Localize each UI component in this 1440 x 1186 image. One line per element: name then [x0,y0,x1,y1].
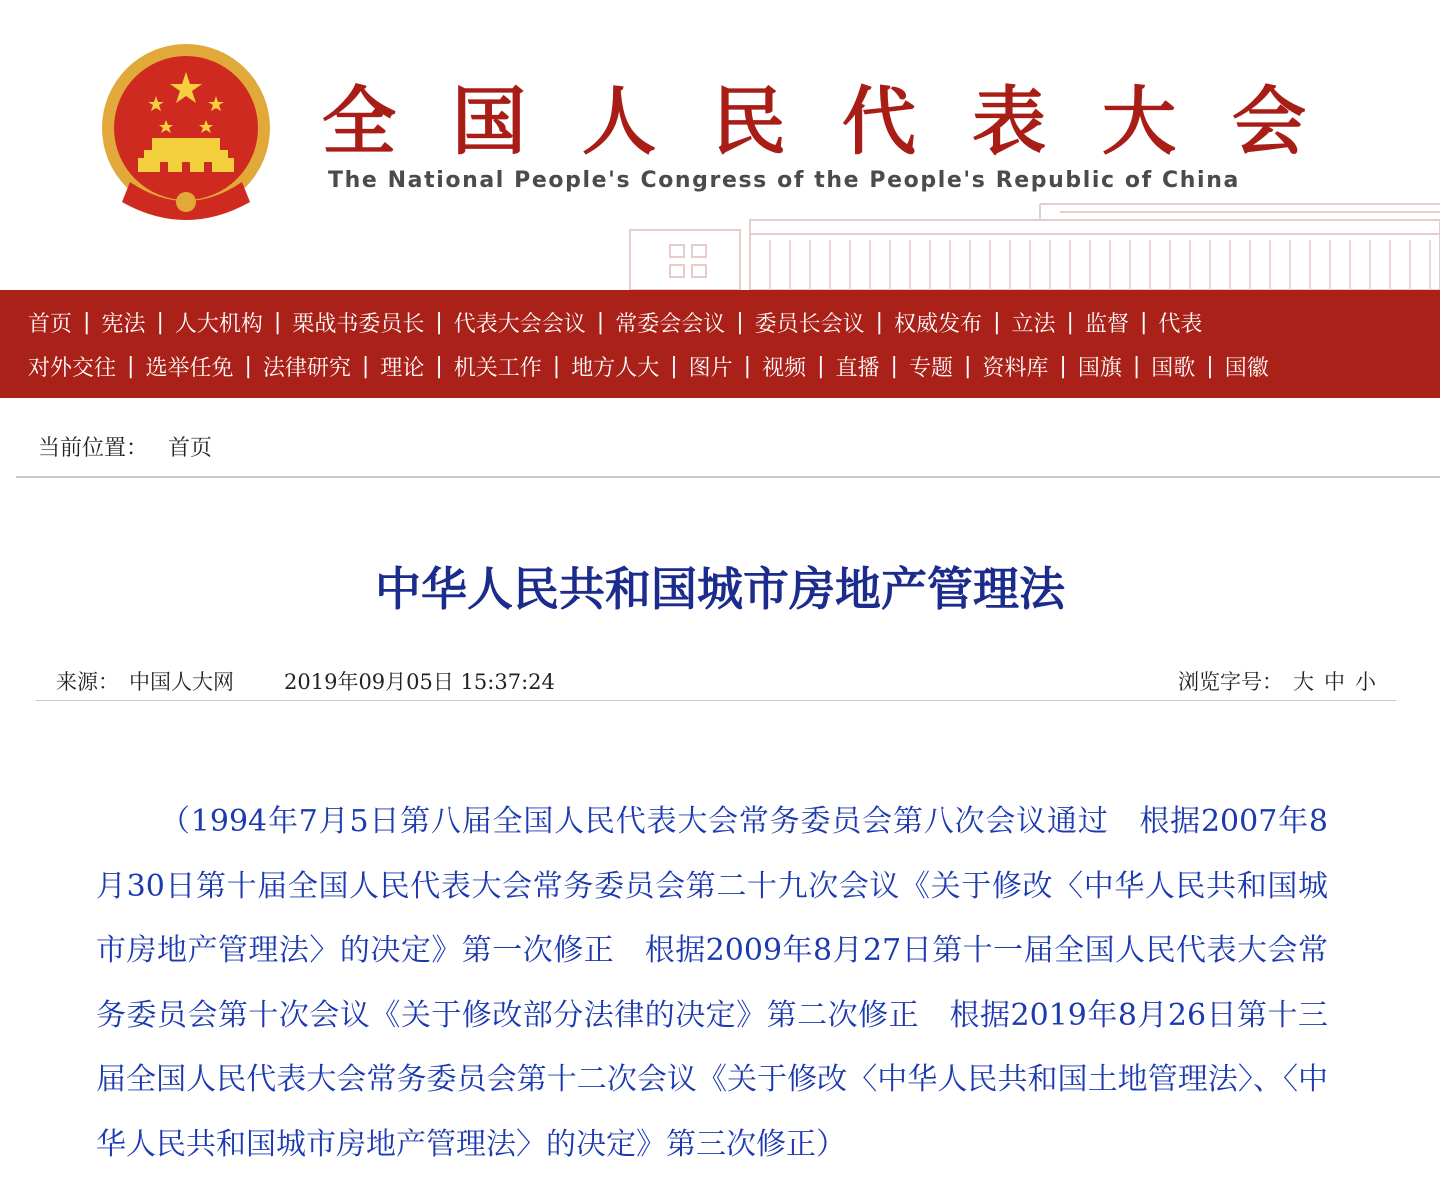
nav-separator: | [156,309,164,335]
nav-item-photos[interactable]: 图片 [688,355,733,381]
site-header [0,0,1440,290]
nav-separator: | [1066,309,1074,335]
font-size-control [1178,666,1376,696]
article-preamble: （1994年7月5日第八届全国人民代表大会常务委员会第八次会议通过 根据2007年8月30日第十届全国人民代表大会常务委员会第二十九次会议《关于修改〈中华人民共和国城市房地产管理法〉的决定》第一次修正 根据2009年8月27日第十一届全国人民代表大会常务委员会第十次会议《关于修改部分法律的决定》第二次修正 根据2019年8月26日第十三届全国人民代表大会常务委员会第十二次会议《关于修改〈中华人民共和国土地管理法〉、〈中华人民共和国城市房地产管理法〉的决定》第三次修正） [96,804,1328,1162]
breadcrumb [38,426,212,466]
nav-item-theory[interactable]: 理论 [380,355,425,381]
nav-item-national-flag[interactable]: 国旗 [1077,355,1122,381]
nav-separator: | [890,353,898,379]
nav-item-congress-sessions[interactable]: 代表大会会议 [453,311,586,337]
nav-separator: | [435,309,443,335]
nav-separator: | [875,309,884,335]
article-title: 中华人民共和国城市房地产管理法 [375,562,1065,616]
nav-separator: | [435,353,443,379]
nav-separator: | [817,353,825,379]
nav-separator: | [273,309,282,335]
font-size-large-button[interactable]: 大 [1293,670,1314,694]
nav-separator: | [1139,309,1148,335]
nav-separator: | [127,353,135,379]
nav-item-standing-committee[interactable]: 常委会会议 [615,311,726,337]
nav-separator: | [993,309,1001,335]
nav-item-releases[interactable]: 权威发布 [894,311,983,337]
meta-divider [36,700,1396,701]
nav-separator: | [1132,353,1141,379]
nav-separator: | [244,353,252,379]
article-date: 2019年09月05日 15:37:24 [284,670,555,694]
article-meta [56,660,1386,700]
great-hall-illustration [600,190,1440,290]
nav-item-chairman[interactable]: 栗战书委员长 [292,311,425,337]
nav-item-organization[interactable]: 人大机构 [174,311,263,337]
nav-item-home[interactable]: 首页 [28,311,73,337]
nav-row-1 [28,302,1202,342]
nav-item-foreign-affairs[interactable]: 对外交往 [28,355,117,381]
nav-item-supervision[interactable]: 监督 [1084,311,1129,337]
nav-separator: | [361,353,370,379]
nav-item-national-emblem[interactable]: 国徽 [1224,355,1269,381]
nav-separator: | [1059,353,1067,379]
national-emblem-icon [100,42,272,224]
nav-item-local-congress[interactable]: 地方人大 [571,355,660,381]
site-title: 全国人民代表大会 [322,79,1362,165]
nav-item-national-anthem[interactable]: 国歌 [1151,355,1196,381]
nav-item-constitution[interactable]: 宪法 [101,311,146,337]
nav-item-database[interactable]: 资料库 [982,355,1049,381]
nav-separator: | [670,353,678,379]
nav-separator: | [83,309,91,335]
nav-separator: | [963,353,972,379]
nav-item-topics[interactable]: 专题 [908,355,953,381]
breadcrumb-divider [16,476,1440,478]
font-size-medium-button[interactable]: 中 [1324,670,1345,694]
breadcrumb-home-link[interactable]: 首页 [168,435,213,461]
nav-separator: | [1206,353,1214,379]
nav-row-2 [28,346,1269,386]
nav-item-office-work[interactable]: 机关工作 [453,355,542,381]
source-label: 来源： [56,670,119,694]
nav-item-videos[interactable]: 视频 [762,355,807,381]
nav-separator: | [736,309,744,335]
article-source [56,666,234,696]
source-value: 中国人大网 [129,670,234,694]
nav-item-elections[interactable]: 选举任免 [145,355,234,381]
font-size-small-button[interactable]: 小 [1355,670,1376,694]
breadcrumb-label: 当前位置： [38,435,149,461]
nav-separator: | [552,353,561,379]
nav-item-legislation[interactable]: 立法 [1011,311,1056,337]
nav-item-chairman-meetings[interactable]: 委员长会议 [754,311,865,337]
nav-separator: | [743,353,752,379]
nav-item-legal-research[interactable]: 法律研究 [262,355,351,381]
nav-separator: | [596,309,605,335]
site-subtitle: The National People's Congress of the People's Republic of China [328,168,1240,193]
nav-item-live[interactable]: 直播 [835,355,880,381]
nav-item-deputies[interactable]: 代表 [1158,311,1203,337]
font-size-label: 浏览字号： [1178,670,1283,694]
